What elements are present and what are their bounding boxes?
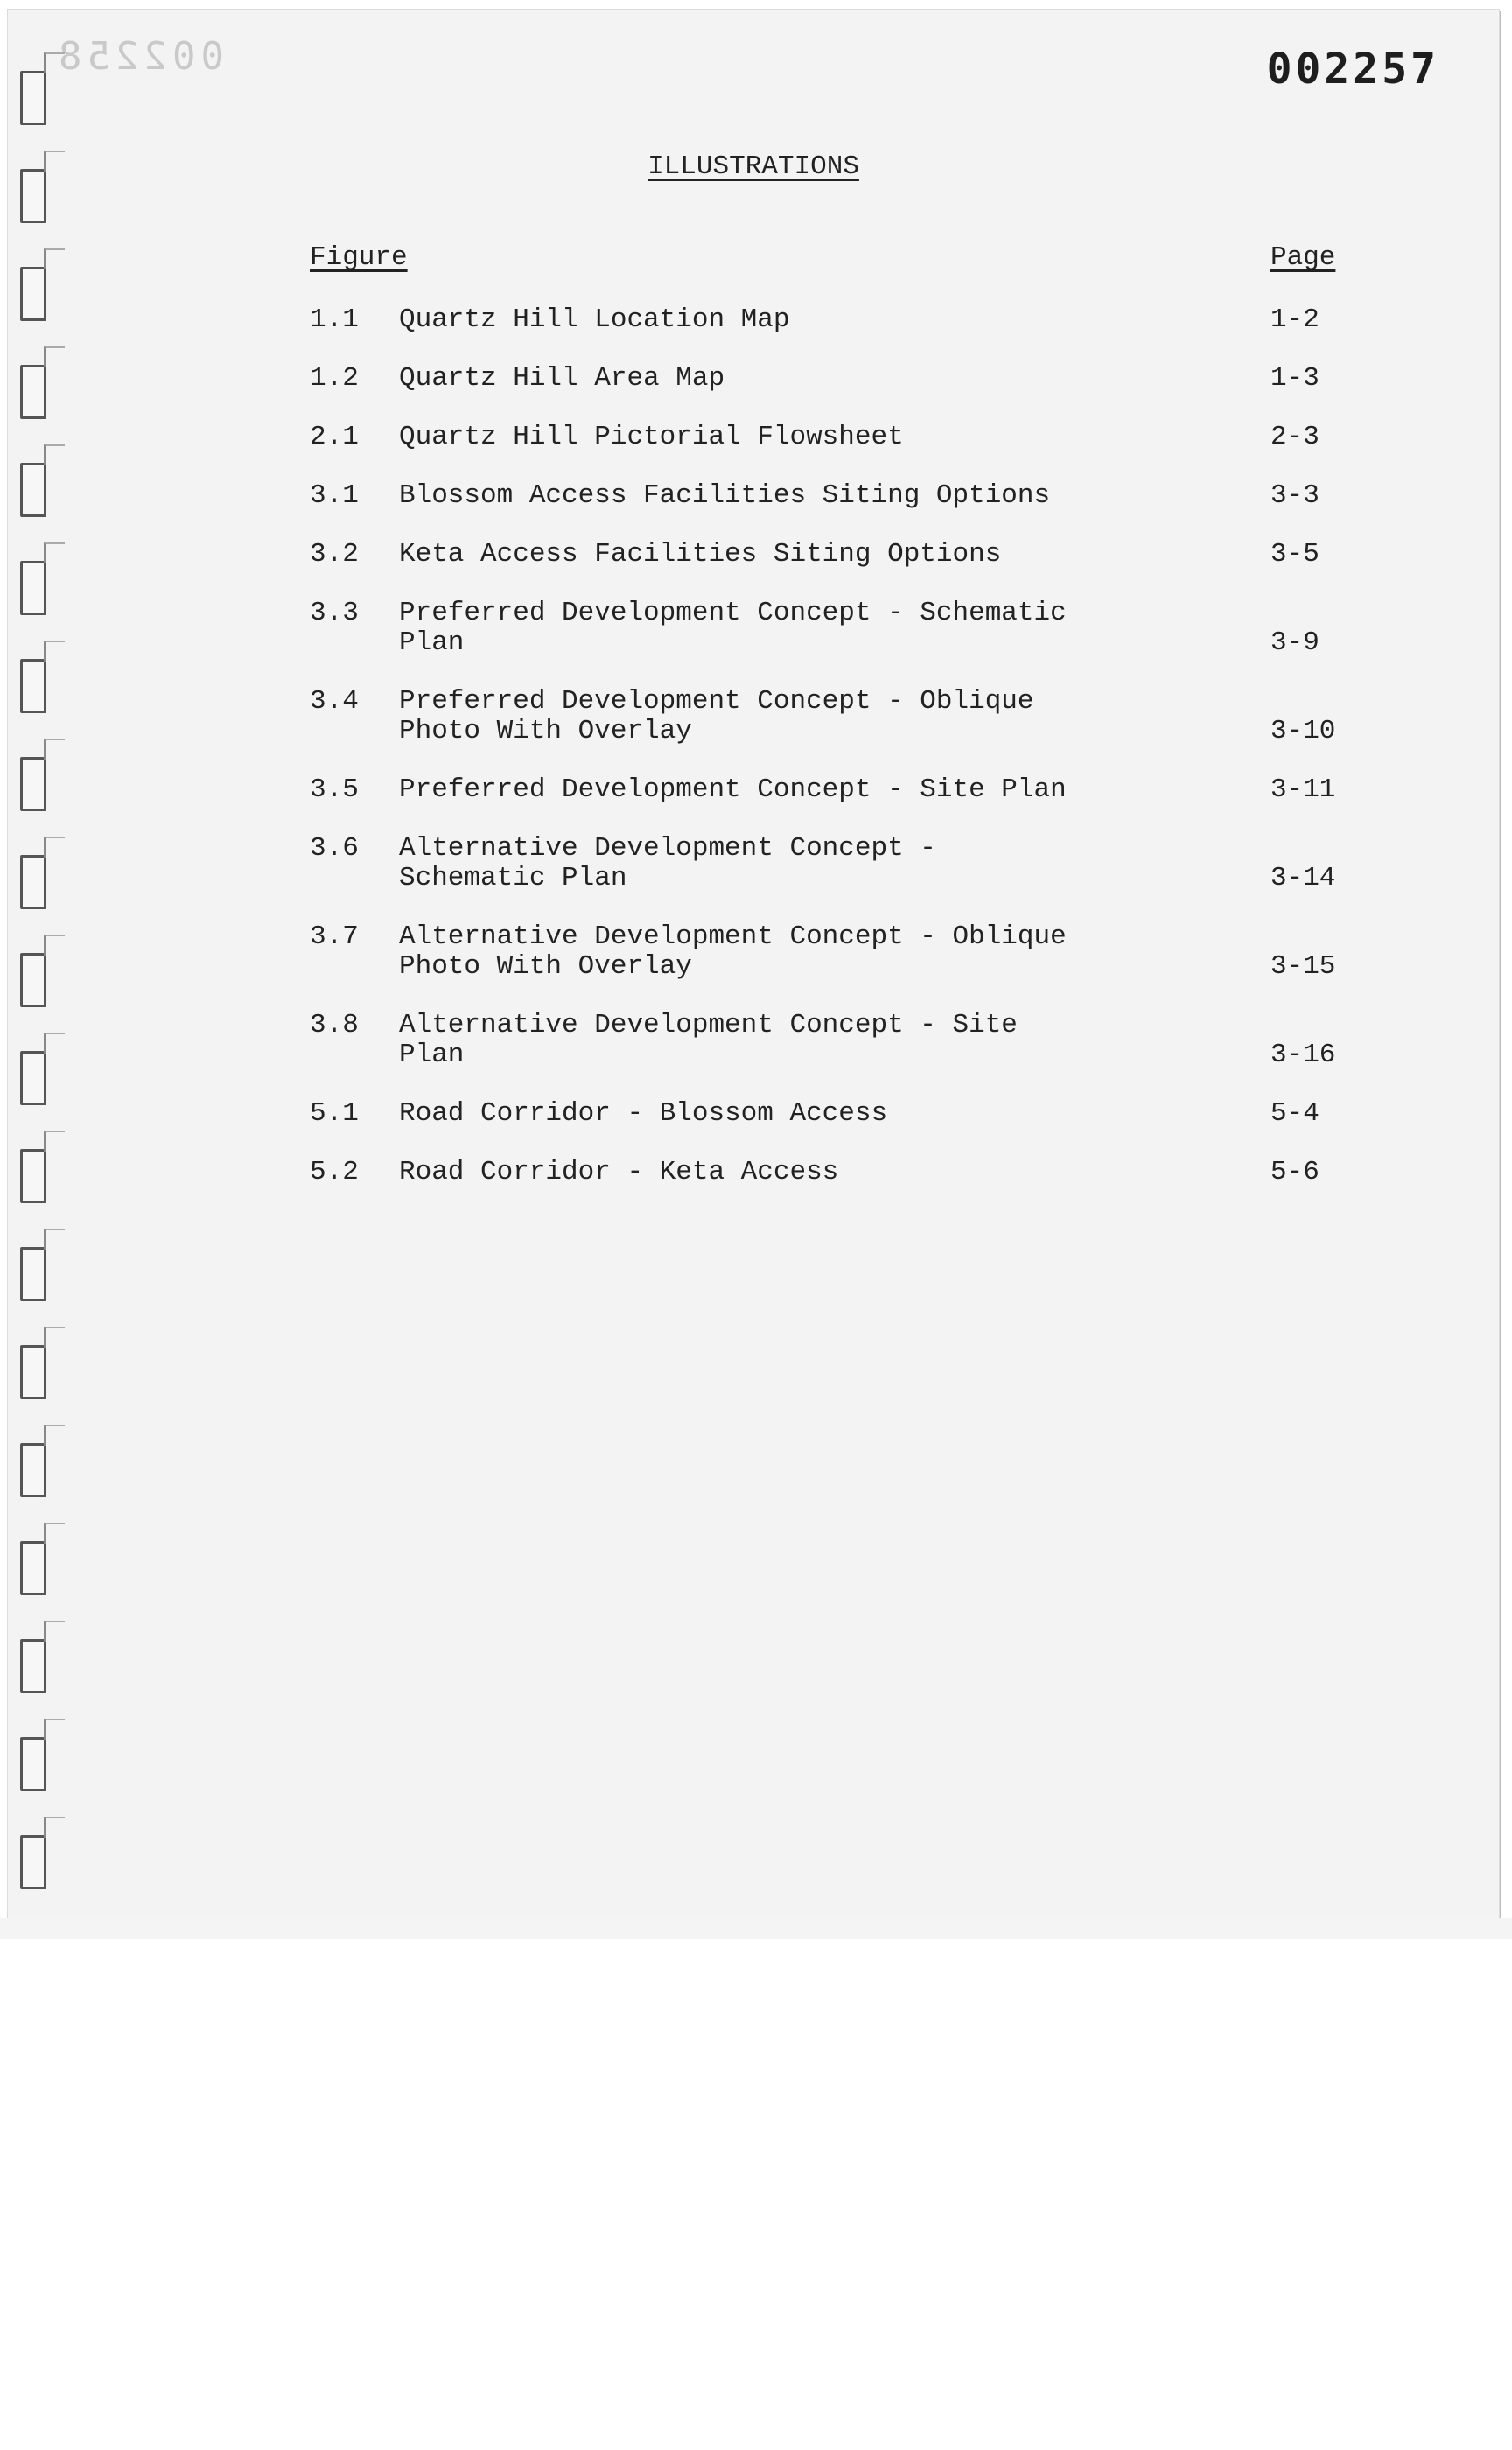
column-header-figure: Figure	[310, 242, 408, 273]
figure-page: 3-16	[1270, 1040, 1336, 1070]
column-header-page: Page	[1270, 242, 1336, 273]
figure-number: 3.4	[310, 686, 359, 717]
binder-hole-icon	[20, 1443, 46, 1497]
figure-title: Road Corridor - Keta Access	[399, 1157, 839, 1187]
figure-page: 5-4	[1270, 1098, 1320, 1129]
binder-hole-icon	[20, 1737, 46, 1791]
binder-hole-icon	[20, 561, 46, 615]
binder-hole-icon	[20, 1639, 46, 1693]
binder-hole-icon	[20, 1835, 46, 1889]
binder-hole-icon	[20, 1541, 46, 1595]
figure-number: 1.2	[310, 363, 359, 394]
binder-hole-icon	[20, 1149, 46, 1203]
bleed-through-page-number: 002258	[53, 34, 224, 79]
document-page	[7, 9, 1500, 1920]
figure-title: Quartz Hill Pictorial Flowsheet	[399, 422, 904, 452]
figure-page: 3-14	[1270, 863, 1336, 893]
figure-number: 3.2	[310, 539, 359, 570]
figure-number: 3.8	[310, 1010, 359, 1040]
figure-page: 3-5	[1270, 539, 1320, 570]
figure-number: 5.2	[310, 1157, 359, 1187]
figure-page: 1-3	[1270, 363, 1320, 394]
page-title: ILLUSTRATIONS	[648, 151, 859, 182]
binder-hole-icon	[20, 365, 46, 419]
figure-title: Quartz Hill Location Map	[399, 304, 790, 335]
figure-page: 2-3	[1270, 422, 1320, 452]
figure-number: 3.7	[310, 921, 359, 952]
binder-hole-icon	[20, 855, 46, 909]
figure-title: Preferred Development Concept - Schematic Plan	[399, 598, 1067, 658]
binder-hole-icon	[20, 659, 46, 713]
binder-hole-icon	[20, 463, 46, 517]
binder-hole-icon	[20, 1051, 46, 1105]
figure-title: Alternative Development Concept - Schematic Plan	[399, 833, 936, 893]
figure-title: Quartz Hill Area Map	[399, 363, 725, 394]
figure-number: 3.5	[310, 774, 359, 805]
figure-page: 3-3	[1270, 480, 1320, 511]
figure-title: Alternative Development Concept - Oblique Photo With Overlay	[399, 921, 1067, 982]
figure-number: 3.3	[310, 598, 359, 628]
figure-number: 3.6	[310, 833, 359, 864]
binder-hole-icon	[20, 267, 46, 321]
binder-hole-icon	[20, 757, 46, 811]
figure-title: Preferred Development Concept - Oblique Photo With Overlay	[399, 686, 1034, 746]
binder-hole-icon	[20, 953, 46, 1007]
figure-title: Alternative Development Concept - Site Plan	[399, 1010, 1018, 1070]
page-number: 002257	[1266, 45, 1439, 94]
figure-number: 2.1	[310, 422, 359, 452]
figure-page: 1-2	[1270, 304, 1320, 335]
scan-margin	[0, 1918, 1512, 1939]
figure-title: Keta Access Facilities Siting Options	[399, 539, 1002, 570]
figure-page: 5-6	[1270, 1157, 1320, 1187]
binder-hole-icon	[20, 1247, 46, 1301]
binder-hole-icon	[20, 169, 46, 223]
figure-page: 3-15	[1270, 951, 1336, 982]
figure-number: 5.1	[310, 1098, 359, 1129]
figure-number: 1.1	[310, 304, 359, 335]
binder-hole-icon	[20, 1345, 46, 1399]
figure-page: 3-11	[1270, 774, 1336, 805]
figure-page: 3-9	[1270, 627, 1320, 658]
figure-page: 3-10	[1270, 716, 1336, 746]
figure-title: Blossom Access Facilities Siting Options	[399, 480, 1051, 511]
figure-title: Preferred Development Concept - Site Plan	[399, 774, 1067, 805]
binder-hole-icon	[20, 71, 46, 125]
figure-number: 3.1	[310, 480, 359, 511]
figure-title: Road Corridor - Blossom Access	[399, 1098, 888, 1129]
